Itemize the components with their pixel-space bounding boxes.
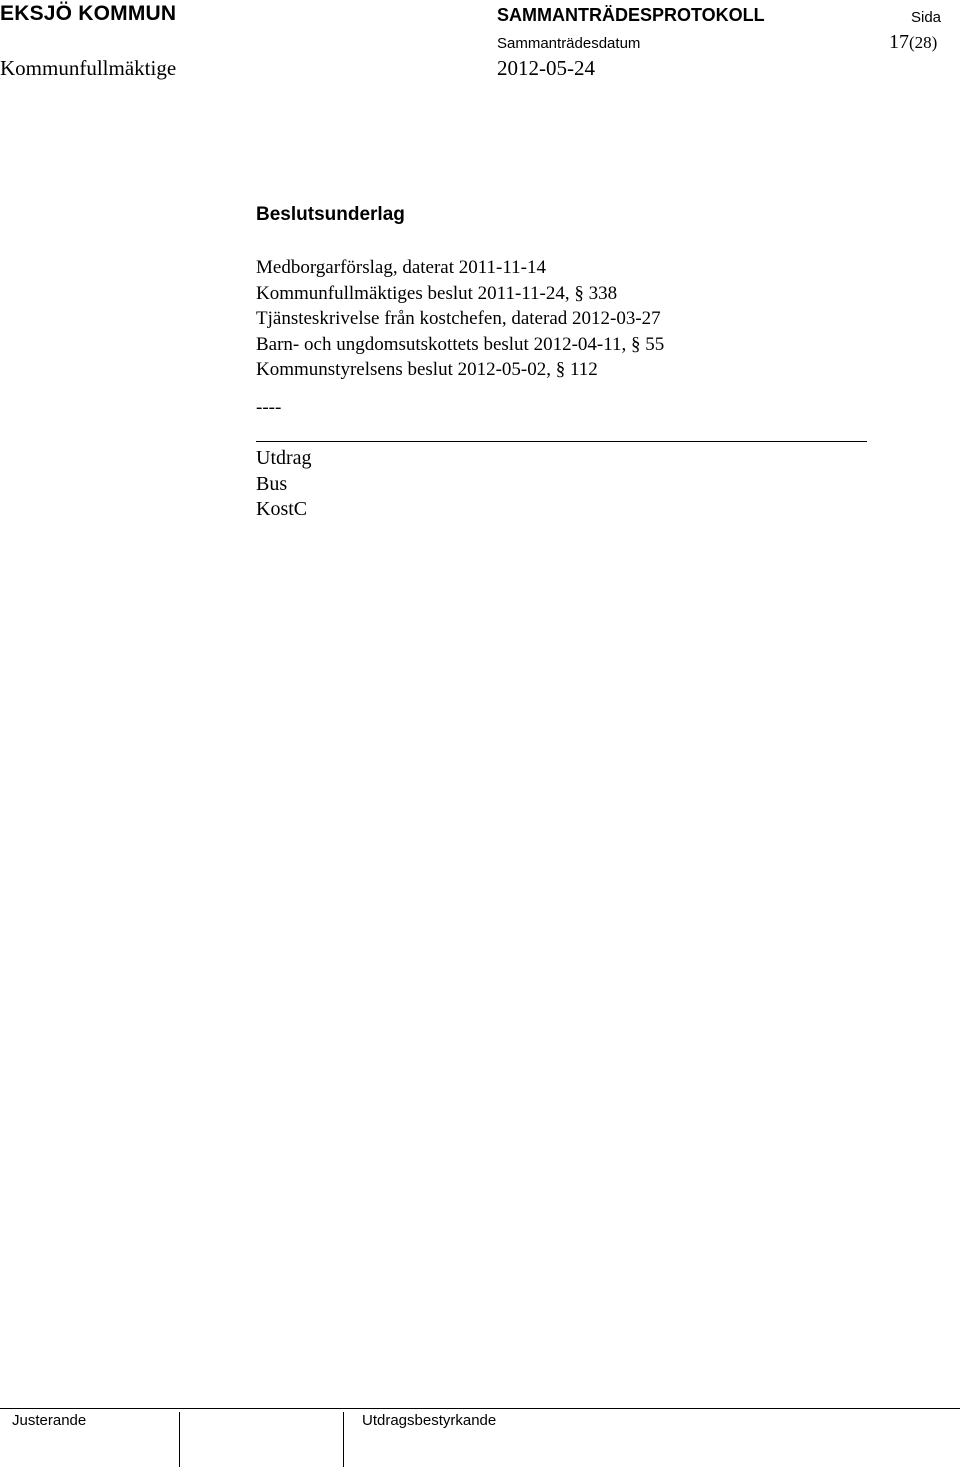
page-total: (28) xyxy=(909,33,938,52)
list-item: Kommunfullmäktiges beslut 2011-11-24, § 338 xyxy=(256,282,618,304)
separator-dashes: ---- xyxy=(256,397,282,418)
list-item: Kommunstyrelsens beslut 2012-05-02, § 112 xyxy=(256,359,598,380)
page-number xyxy=(889,31,937,54)
section-heading: Beslutsunderlag xyxy=(256,204,405,225)
page-label: Sida xyxy=(911,9,942,26)
certifying-label: Utdragsbestyrkande xyxy=(362,1412,497,1429)
adjusting-label: Justerande xyxy=(12,1412,87,1429)
meeting-date-label: Sammanträdesdatum xyxy=(497,35,641,52)
list-item: Bus xyxy=(256,472,288,495)
list-item: Medborgarförslag, daterat 2011-11-14 xyxy=(256,257,547,278)
footer-divider xyxy=(0,1408,960,1409)
decision-body: Kommunfullmäktige xyxy=(0,56,177,80)
signature-box-divider xyxy=(343,1412,344,1467)
distribution-list xyxy=(256,446,312,523)
list-item: KostC xyxy=(256,498,308,520)
list-item: Tjänsteskrivelse från kostchefen, daterad 2012-03-27 xyxy=(256,308,661,329)
document-type: SAMMANTRÄDESPROTOKOLL xyxy=(497,5,765,25)
list-item: Barn- och ungdomsutskottets beslut 2012-04-11, § 55 xyxy=(256,333,665,355)
decision-basis-list xyxy=(256,255,664,383)
page-current: 17 xyxy=(889,31,909,53)
divider-line xyxy=(256,441,867,442)
signature-box-divider xyxy=(179,1412,180,1467)
organization-name: EKSJÖ KOMMUN xyxy=(0,2,177,25)
meeting-date: 2012-05-24 xyxy=(497,56,595,80)
list-item: Utdrag xyxy=(256,447,312,469)
